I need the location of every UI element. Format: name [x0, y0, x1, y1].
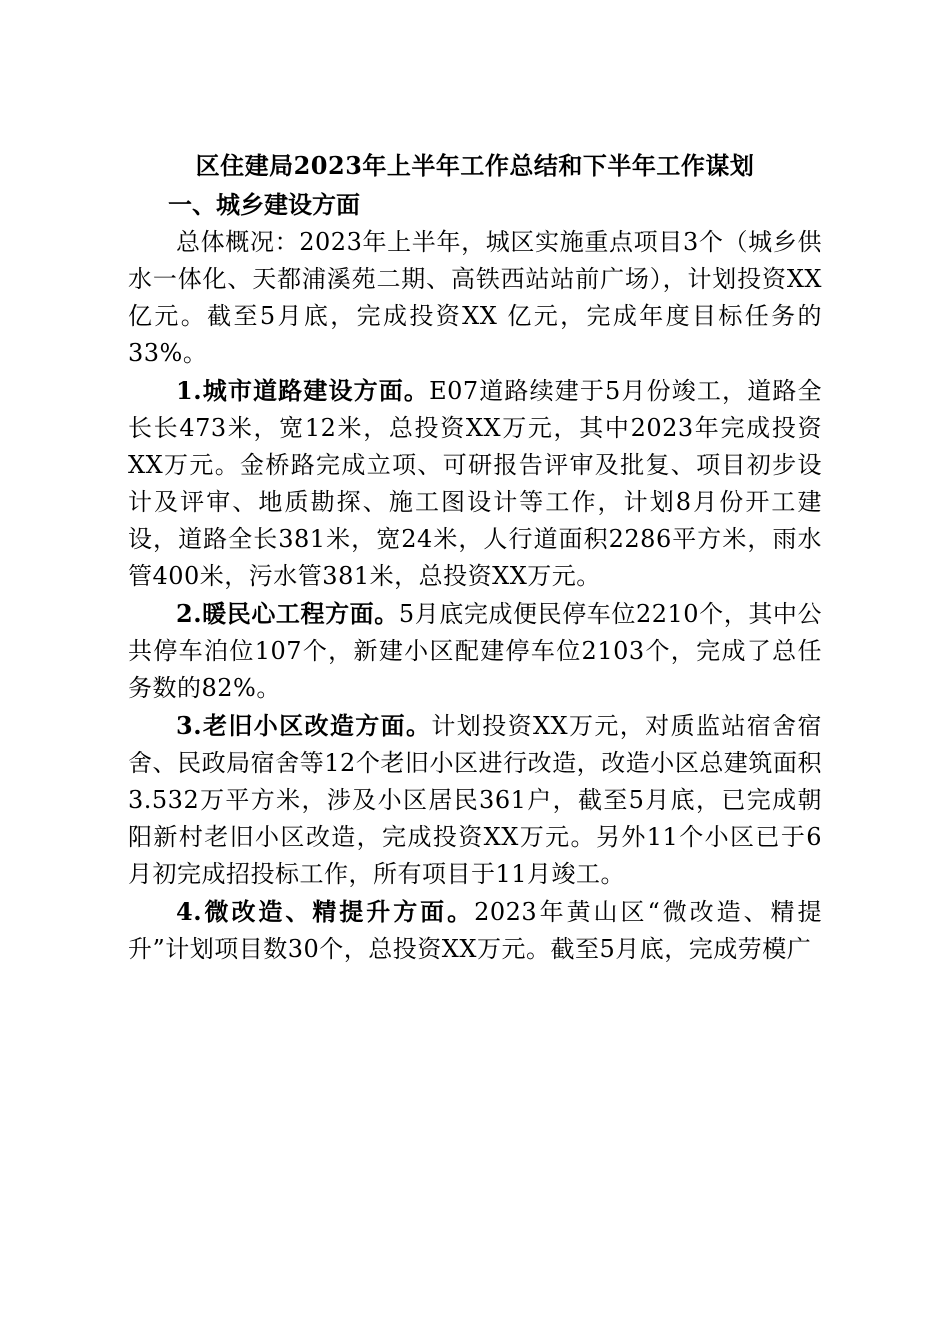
- item-lead: 1.城市道路建设方面。: [176, 376, 430, 405]
- item-paragraph-micro-renovation: [128, 893, 822, 968]
- item-paragraph-road-construction: [128, 372, 822, 595]
- section-heading: 一、城乡建设方面: [168, 190, 360, 219]
- item-paragraph-warm-heart-project: [128, 595, 822, 707]
- item-lead: 4.微改造、精提升方面。: [176, 897, 475, 926]
- item-lead: 2.暖民心工程方面。: [176, 599, 399, 628]
- item-text: E07道路续建于5月份竣工，道路全长长473米，宽12米，总投资XX万元，其中2023年完成投资XX万元。金桥路完成立项、可研报告评审及批复、项目初步设计及评审、地质勘探、施工图设计等工作，计划8月份开工建设，道路全长381米，宽24米，人行道面积2286平方米，雨水管400米，污水管381米，总投资XX万元。: [128, 377, 822, 590]
- item-lead: 3.老旧小区改造方面。: [176, 711, 432, 740]
- document-title: 区住建局2023年上半年工作总结和下半年工作谋划: [195, 151, 755, 180]
- overview-paragraph: 总体概况：2023年上半年，城区实施重点项目3个（城乡供水一体化、天都浦溪苑二期、高铁西站站前广场），计划投资XX 亿元。截至5月底，完成投资XX 亿元，完成年度目标任务的 33%。: [128, 228, 822, 367]
- item-text: 2023年黄山区“微改造、精提升”计划项目数30个，总投资XX万元。截至5月底，完成劳模广: [128, 898, 822, 963]
- item-text: 5月底完成便民停车位2210个，其中公共停车泊位107个，新建小区配建停车位2103个，完成了总任务数的82%。: [128, 600, 822, 702]
- item-paragraph-old-community-renovation: [128, 707, 822, 893]
- document-page: [128, 146, 822, 968]
- item-text: 计划投资XX万元，对质监站宿舍宿舍、民政局宿舍等12个老旧小区进行改造，改造小区总建筑面积3.532万平方米，涉及小区居民361户，截至5月底，已完成朝阳新村老旧小区改造，完成投资XX万元。另外11个小区已于6月初完成招投标工作，所有项目于11月竣工。: [128, 712, 822, 888]
